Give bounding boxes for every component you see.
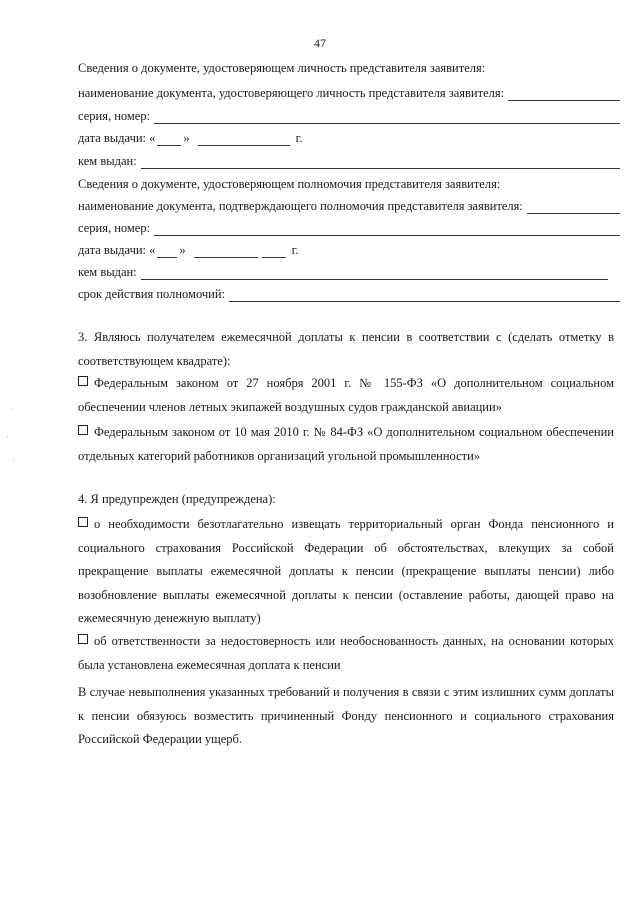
- authority-month-field[interactable]: [194, 245, 258, 258]
- option2-checkbox[interactable]: [78, 425, 88, 435]
- rep-id-doc-name-row: наименование документа, удостоверяющего личность представителя заявителя:: [78, 85, 620, 101]
- scan-mark: ·: [10, 404, 13, 414]
- rep-id-heading: Сведения о документе, удостоверяющем личность представителя заявителя:: [78, 61, 486, 75]
- authority-validity-row: срок действия полномочий:: [78, 286, 620, 302]
- rep-id-date-row: дата выдачи: « » г.: [78, 131, 303, 145]
- rep-id-issued-by-row: кем выдан:: [78, 153, 620, 169]
- option1-checkbox[interactable]: [78, 376, 88, 386]
- authority-doc-name-field[interactable]: [527, 201, 620, 214]
- authority-series-row: серия, номер:: [78, 220, 620, 236]
- rep-id-series-row: серия, номер:: [78, 108, 620, 124]
- authority-heading: Сведения о документе, удостоверяющем полномочия представителя заявителя:: [78, 177, 501, 191]
- rep-id-series-field[interactable]: [154, 111, 620, 124]
- rep-id-day-field[interactable]: [157, 133, 181, 146]
- authority-doc-name-row: наименование документа, подтверждающего полномочия представителя заявителя:: [78, 198, 620, 214]
- authority-day-field[interactable]: [157, 245, 177, 258]
- authority-validity-field[interactable]: [229, 289, 620, 302]
- section4-item2: об ответственности за недостоверность или необоснованность данных, на основании которых была установлена ежемесячная доплата к пенсии: [78, 634, 614, 672]
- rep-id-month-field[interactable]: [198, 133, 290, 146]
- section4-closing: В случае невыполнения указанных требований и получения в связи с этим излишних сумм доплаты к пенсии обязуюсь возместить причиненный Фонду пенсионного и социального страхования Российской Федерации ущерб.: [78, 685, 614, 746]
- section3-intro: 3. Являюсь получателем ежемесячной доплаты к пенсии в соответствии с (сделать отметку в соответствующем квадрате):: [78, 330, 614, 368]
- rep-id-doc-name-field[interactable]: [508, 88, 620, 101]
- section3-option2: Федеральным законом от 10 мая 2010 г. № 84-ФЗ «О дополнительном социальном обеспечении отдельных категорий работников организаций угольной промышленности»: [78, 425, 614, 463]
- authority-date-row: дата выдачи: « » г.: [78, 243, 299, 257]
- scan-mark: ·: [12, 455, 15, 465]
- scan-mark: ·: [6, 432, 9, 442]
- authority-issued-by-row: кем выдан:: [78, 264, 608, 280]
- authority-series-field[interactable]: [154, 223, 620, 236]
- item2-checkbox[interactable]: [78, 634, 88, 644]
- section3-option1: Федеральным законом от 27 ноября 2001 г. № 155-ФЗ «О дополнительном социальном обеспечении членов летных экипажей воздушных судов гражданской авиации»: [78, 376, 614, 414]
- section4-intro: 4. Я предупрежден (предупреждена):: [78, 492, 276, 506]
- authority-issued-by-field[interactable]: [141, 267, 608, 280]
- rep-id-issued-by-field[interactable]: [141, 156, 620, 169]
- authority-year-field[interactable]: [262, 245, 286, 258]
- section4-item1: о необходимости безотлагательно извещать территориальный орган Фонда пенсионного и социального страхования Российской Федерации об обстоятельствах, влекущих за собой прекращение выплаты ежемесячной доплаты к пенсии (прекращение выплаты пенсии) либо возобновление выплаты ежемесячной доплаты к пенсии (оставление работы, дающей право на ежемесячную денежную выплату): [78, 517, 614, 625]
- item1-checkbox[interactable]: [78, 517, 88, 527]
- page-number: 47: [314, 36, 326, 50]
